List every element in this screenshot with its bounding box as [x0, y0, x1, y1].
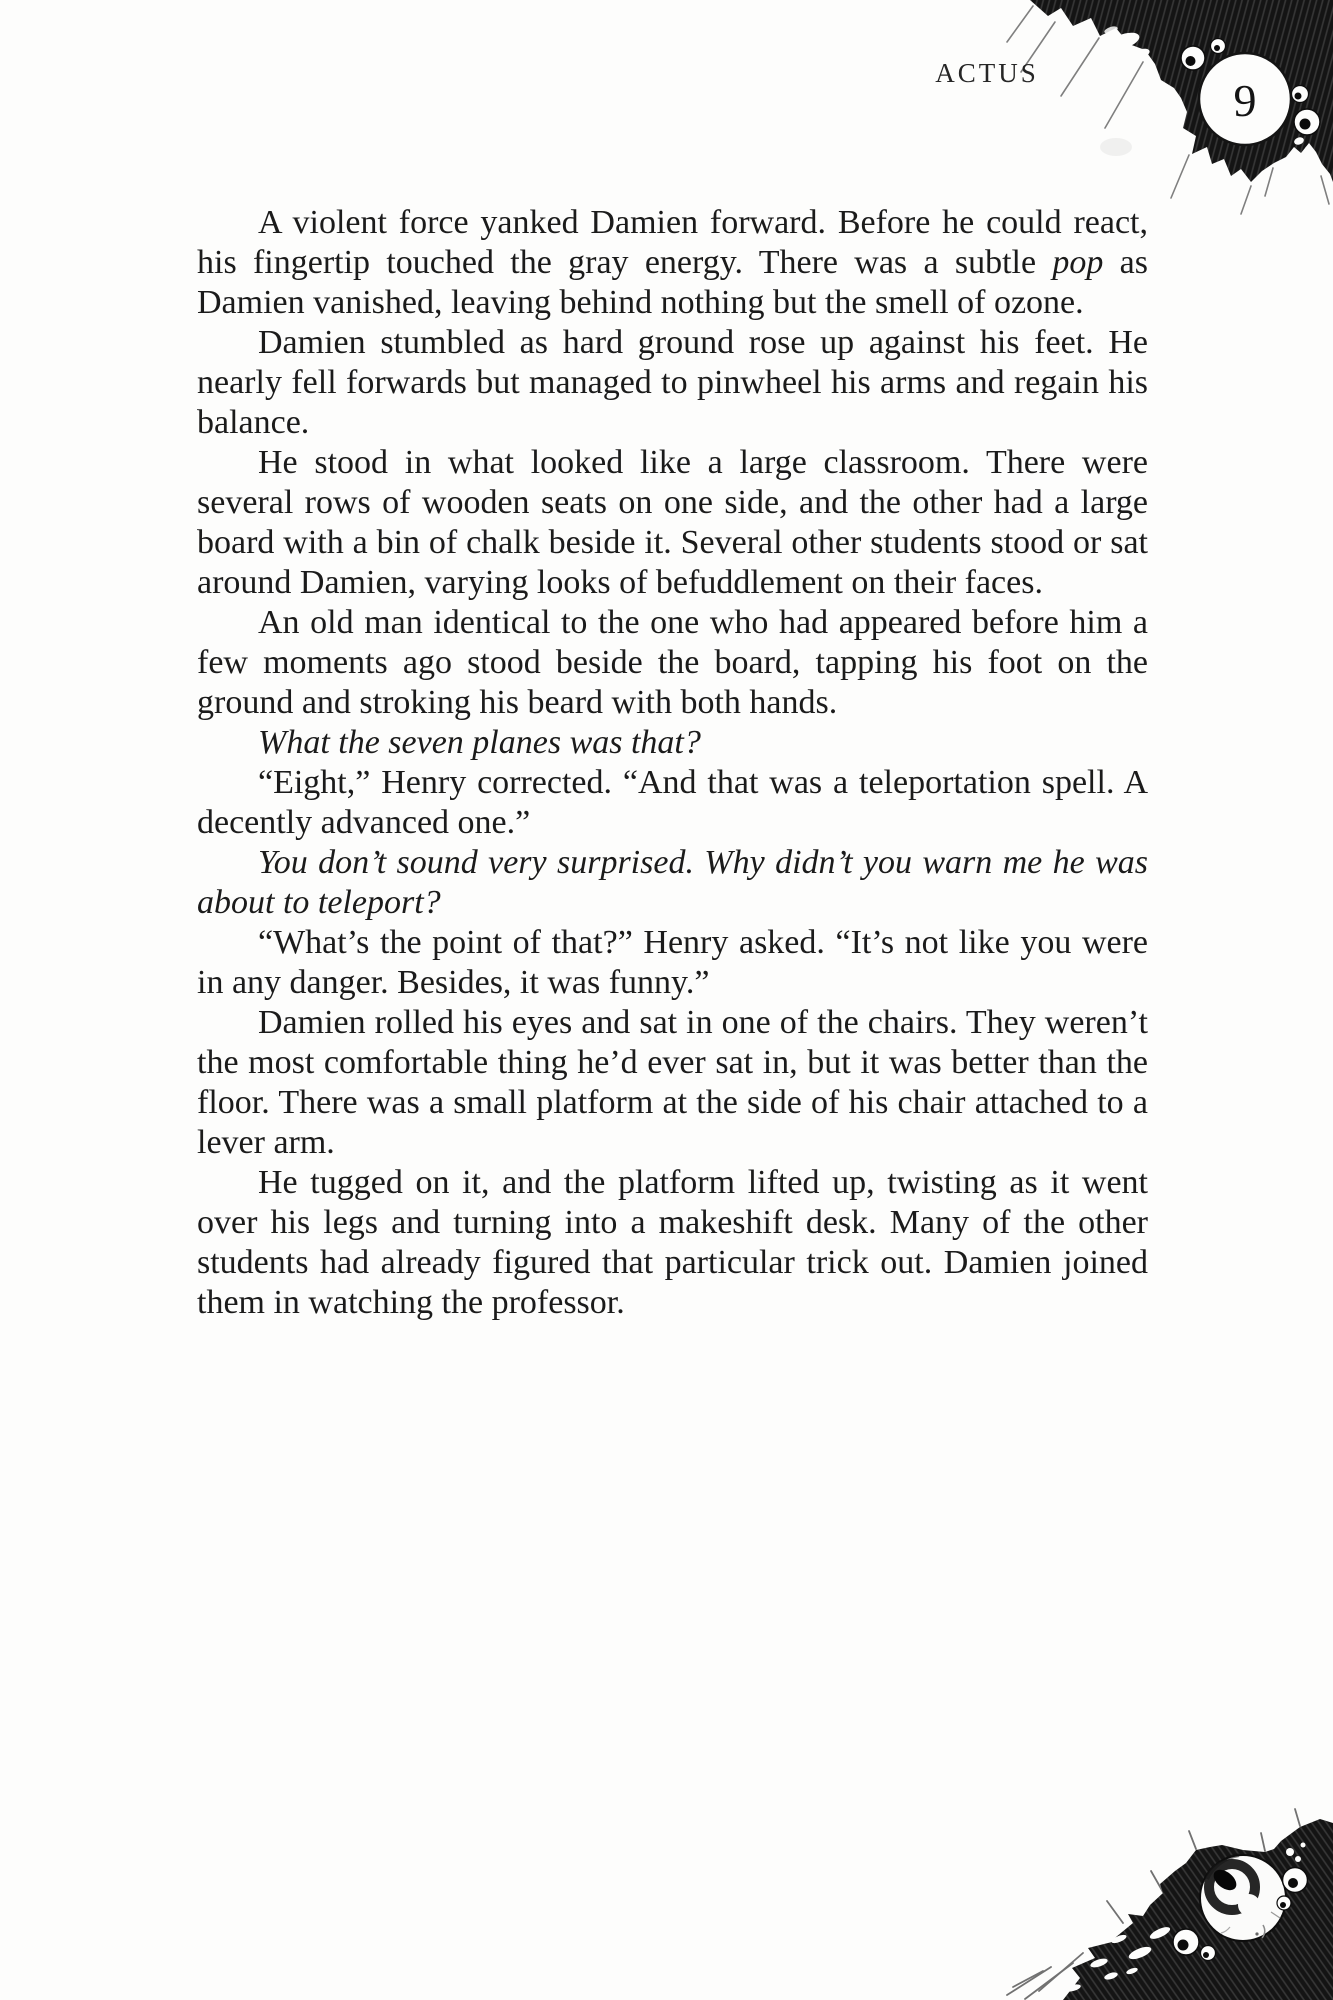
- paragraph-8: “What’s the point of that?” Henry asked. “It’s not like you were in any danger. Besides, it was funny.”: [197, 924, 1148, 1001]
- italic-word: pop: [1052, 244, 1104, 281]
- large-eyeball-icon: [1200, 1855, 1286, 1941]
- text-run: A violent force yanked Damien forward. Before he could react, his fingertip touched the gray energy. There was a subtle: [197, 204, 1148, 281]
- page-number-circle: [1199, 53, 1291, 145]
- corner-art-bottom-ink-splatter: [1003, 1795, 1333, 2000]
- paragraph-3: He stood in what looked like a large classroom. There were several rows of wooden seats on one side, and the other had a large board with a bin of chalk beside it. Several other students stood or sat around Damien, varying looks of befuddlement on their faces.: [197, 444, 1148, 601]
- page-number: 9: [1233, 75, 1257, 126]
- text-run: as Damien vanished, leaving behind nothing but the smell of ozone.: [197, 244, 1148, 321]
- paragraph-2: Damien stumbled as hard ground rose up against his feet. He nearly fell forwards but managed to pinwheel his arms and regain his balance.: [197, 324, 1148, 441]
- body-text: [197, 203, 1148, 1323]
- pencil-smudge: [1100, 138, 1132, 156]
- paragraph-5-telepathy: What the seven planes was that?: [258, 724, 701, 761]
- paragraph-10: He tugged on it, and the platform lifted up, twisting as it went over his legs and turning into a makeshift desk. Many of the other students had already figured that particular trick out. Damien joined them in watching the professor.: [197, 1164, 1148, 1321]
- hatch-texture: [1063, 1819, 1333, 2000]
- running-header: ACTUS: [935, 58, 1039, 88]
- paragraph-1: [197, 203, 1148, 323]
- paragraph-4: An old man identical to the one who had appeared before him a few moments ago stood beside the board, tapping his foot on the ground and stroking his beard with both hands.: [197, 604, 1148, 721]
- paragraph-7-telepathy: You don’t sound very surprised. Why didn’t you warn me he was about to teleport?: [197, 844, 1148, 921]
- paragraph-9: Damien rolled his eyes and sat in one of the chairs. They weren’t the most comfortable thing he’d ever sat in, but it was better than the floor. There was a small platform at the side of his chair attached to a lever arm.: [197, 1004, 1148, 1161]
- paragraph-6: “Eight,” Henry corrected. “And that was a teleportation spell. A decently advanced one.”: [197, 764, 1148, 841]
